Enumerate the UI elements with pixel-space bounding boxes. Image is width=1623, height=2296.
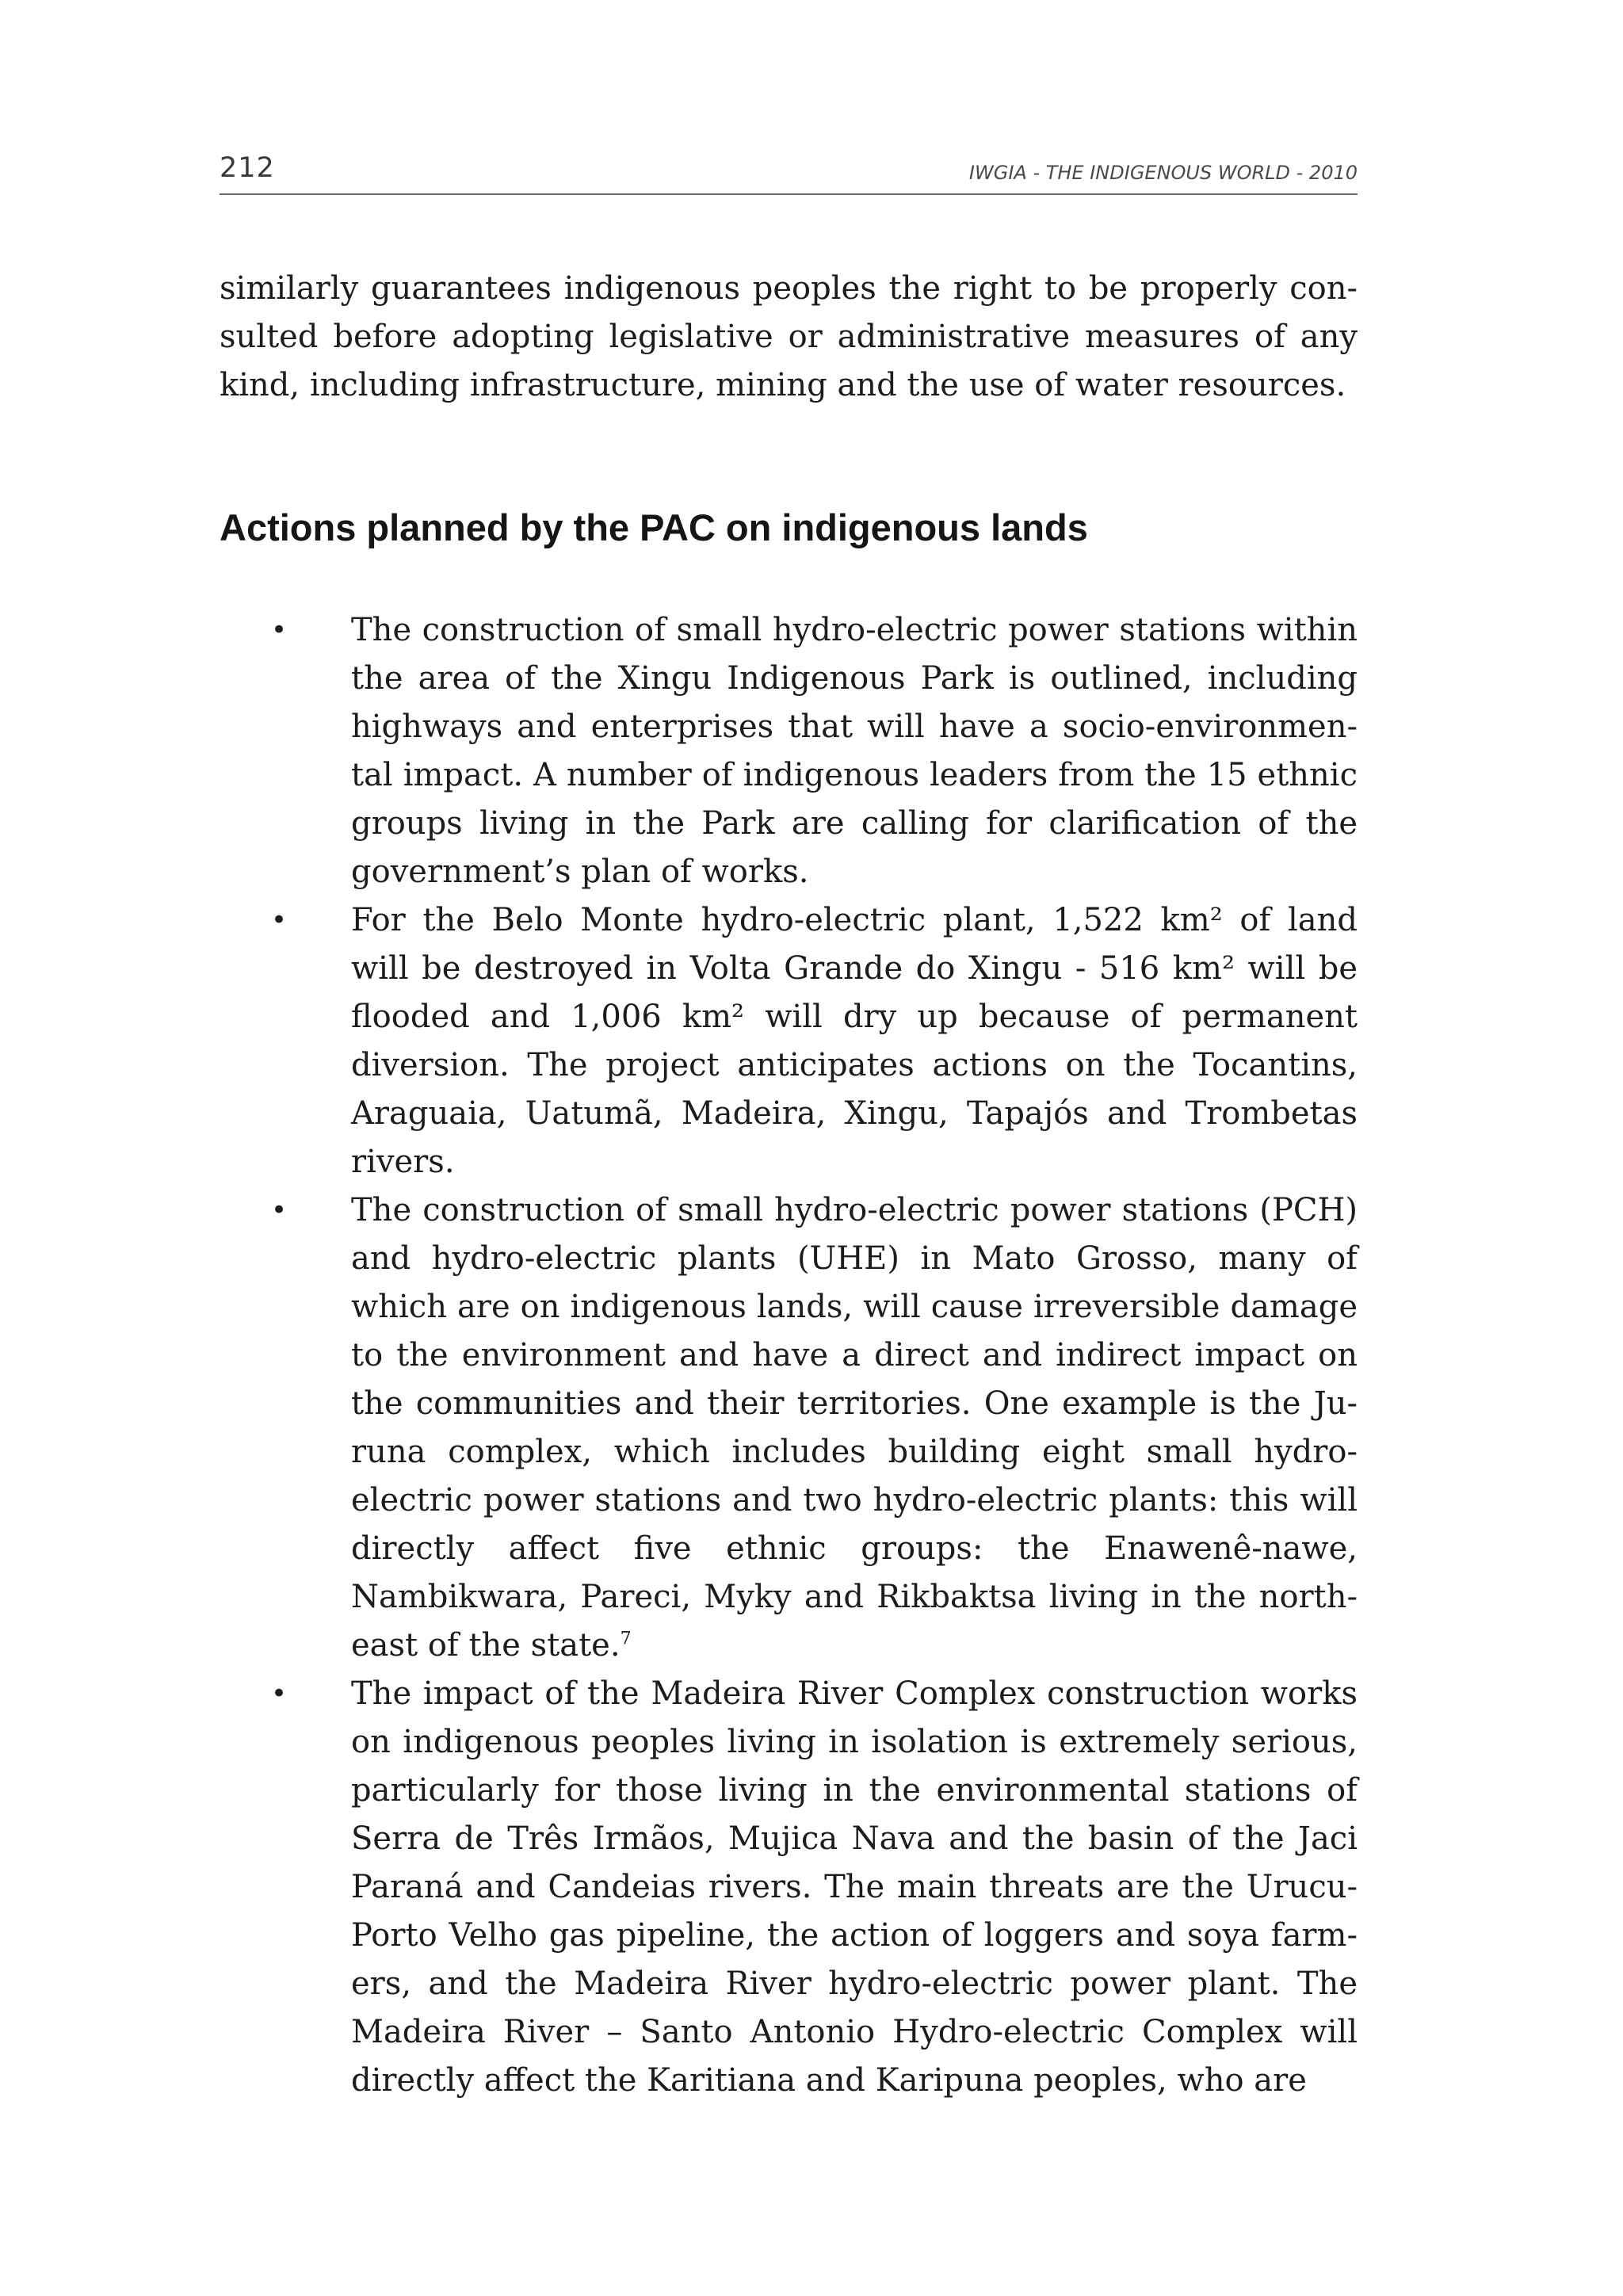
running-title: IWGIA - THE INDIGENOUS WORLD - 2010 — [968, 162, 1358, 184]
page-header — [220, 149, 1358, 195]
list-item-text: The construction of small hydro-electric power stations (PCH) and hydro-electric plants (UHE) in Mato Grosso, many of which are on indigenous lands, will cause irreversible damage to the environment and have a direct and indirect impact on the communities and their territories. One example is the Juruna complex, which includes building eight small hydro-electric power stations and two hydro-electric plants: this will directly affect five ethnic groups: the Enawenê-nawe, Nambikwara, Pareci, Myky and Rikbaktsa living in the north-east of the state. — [351, 1192, 1358, 1664]
page-number: 212 — [220, 152, 275, 184]
list-item — [220, 896, 1358, 1186]
bullet-icon: • — [271, 904, 288, 936]
bullet-icon: • — [271, 1194, 288, 1226]
footnote-marker[interactable]: 7 — [620, 1629, 632, 1649]
section-heading: Actions planned by the PAC on indigenous lands — [220, 506, 1088, 548]
list-item — [220, 606, 1358, 896]
bullet-icon: • — [271, 614, 288, 646]
list-item-text: The impact of the Madeira River Complex construction works on indigenous peoples living in isolation is extremely serious, particularly for those living in the environmental stations of Serra de Três Irmãos, Mujica Nava and the basin of the Jaci Paraná and Candeias rivers. The main threats are the Urucu-Porto Velho gas pipeline, the action of loggers and soya farmers, and the Madeira River hydro-electric power plant. The Madeira River – Santo Antonio Hydro-electric Complex will directly affect the Karitiana and Karipuna peoples, who are — [351, 1675, 1358, 2099]
intro-paragraph: similarly guarantees indigenous peoples the right to be properly consulted before adopting legislative or administrative measures of any kind, including infrastructure, mining and the use of water resources. — [220, 270, 1358, 403]
bullet-icon: • — [271, 1678, 288, 1710]
list-item-text: The construction of small hydro-electric power stations within the area of the Xingu Indigenous Park is outlined, including highways and enterprises that will have a socio-environmental impact. A number of indigenous leaders from the 15 ethnic groups living in the Park are calling for clarification of the government’s plan of works. — [351, 612, 1358, 890]
list-item — [220, 1670, 1358, 2105]
list-item-text: For the Belo Monte hydro-electric plant, 1,522 km² of land will be destroyed in Volta Grande do Xingu - 516 km² will be flooded and 1,006 km² will dry up because of permanent diversion. The project anticipates actions on the Tocantins, Araguaia, Uatumã, Madeira, Xingu, Tapajós and Trombetas rivers. — [351, 902, 1358, 1180]
bullet-list — [220, 606, 1358, 2105]
list-item — [220, 1186, 1358, 1670]
